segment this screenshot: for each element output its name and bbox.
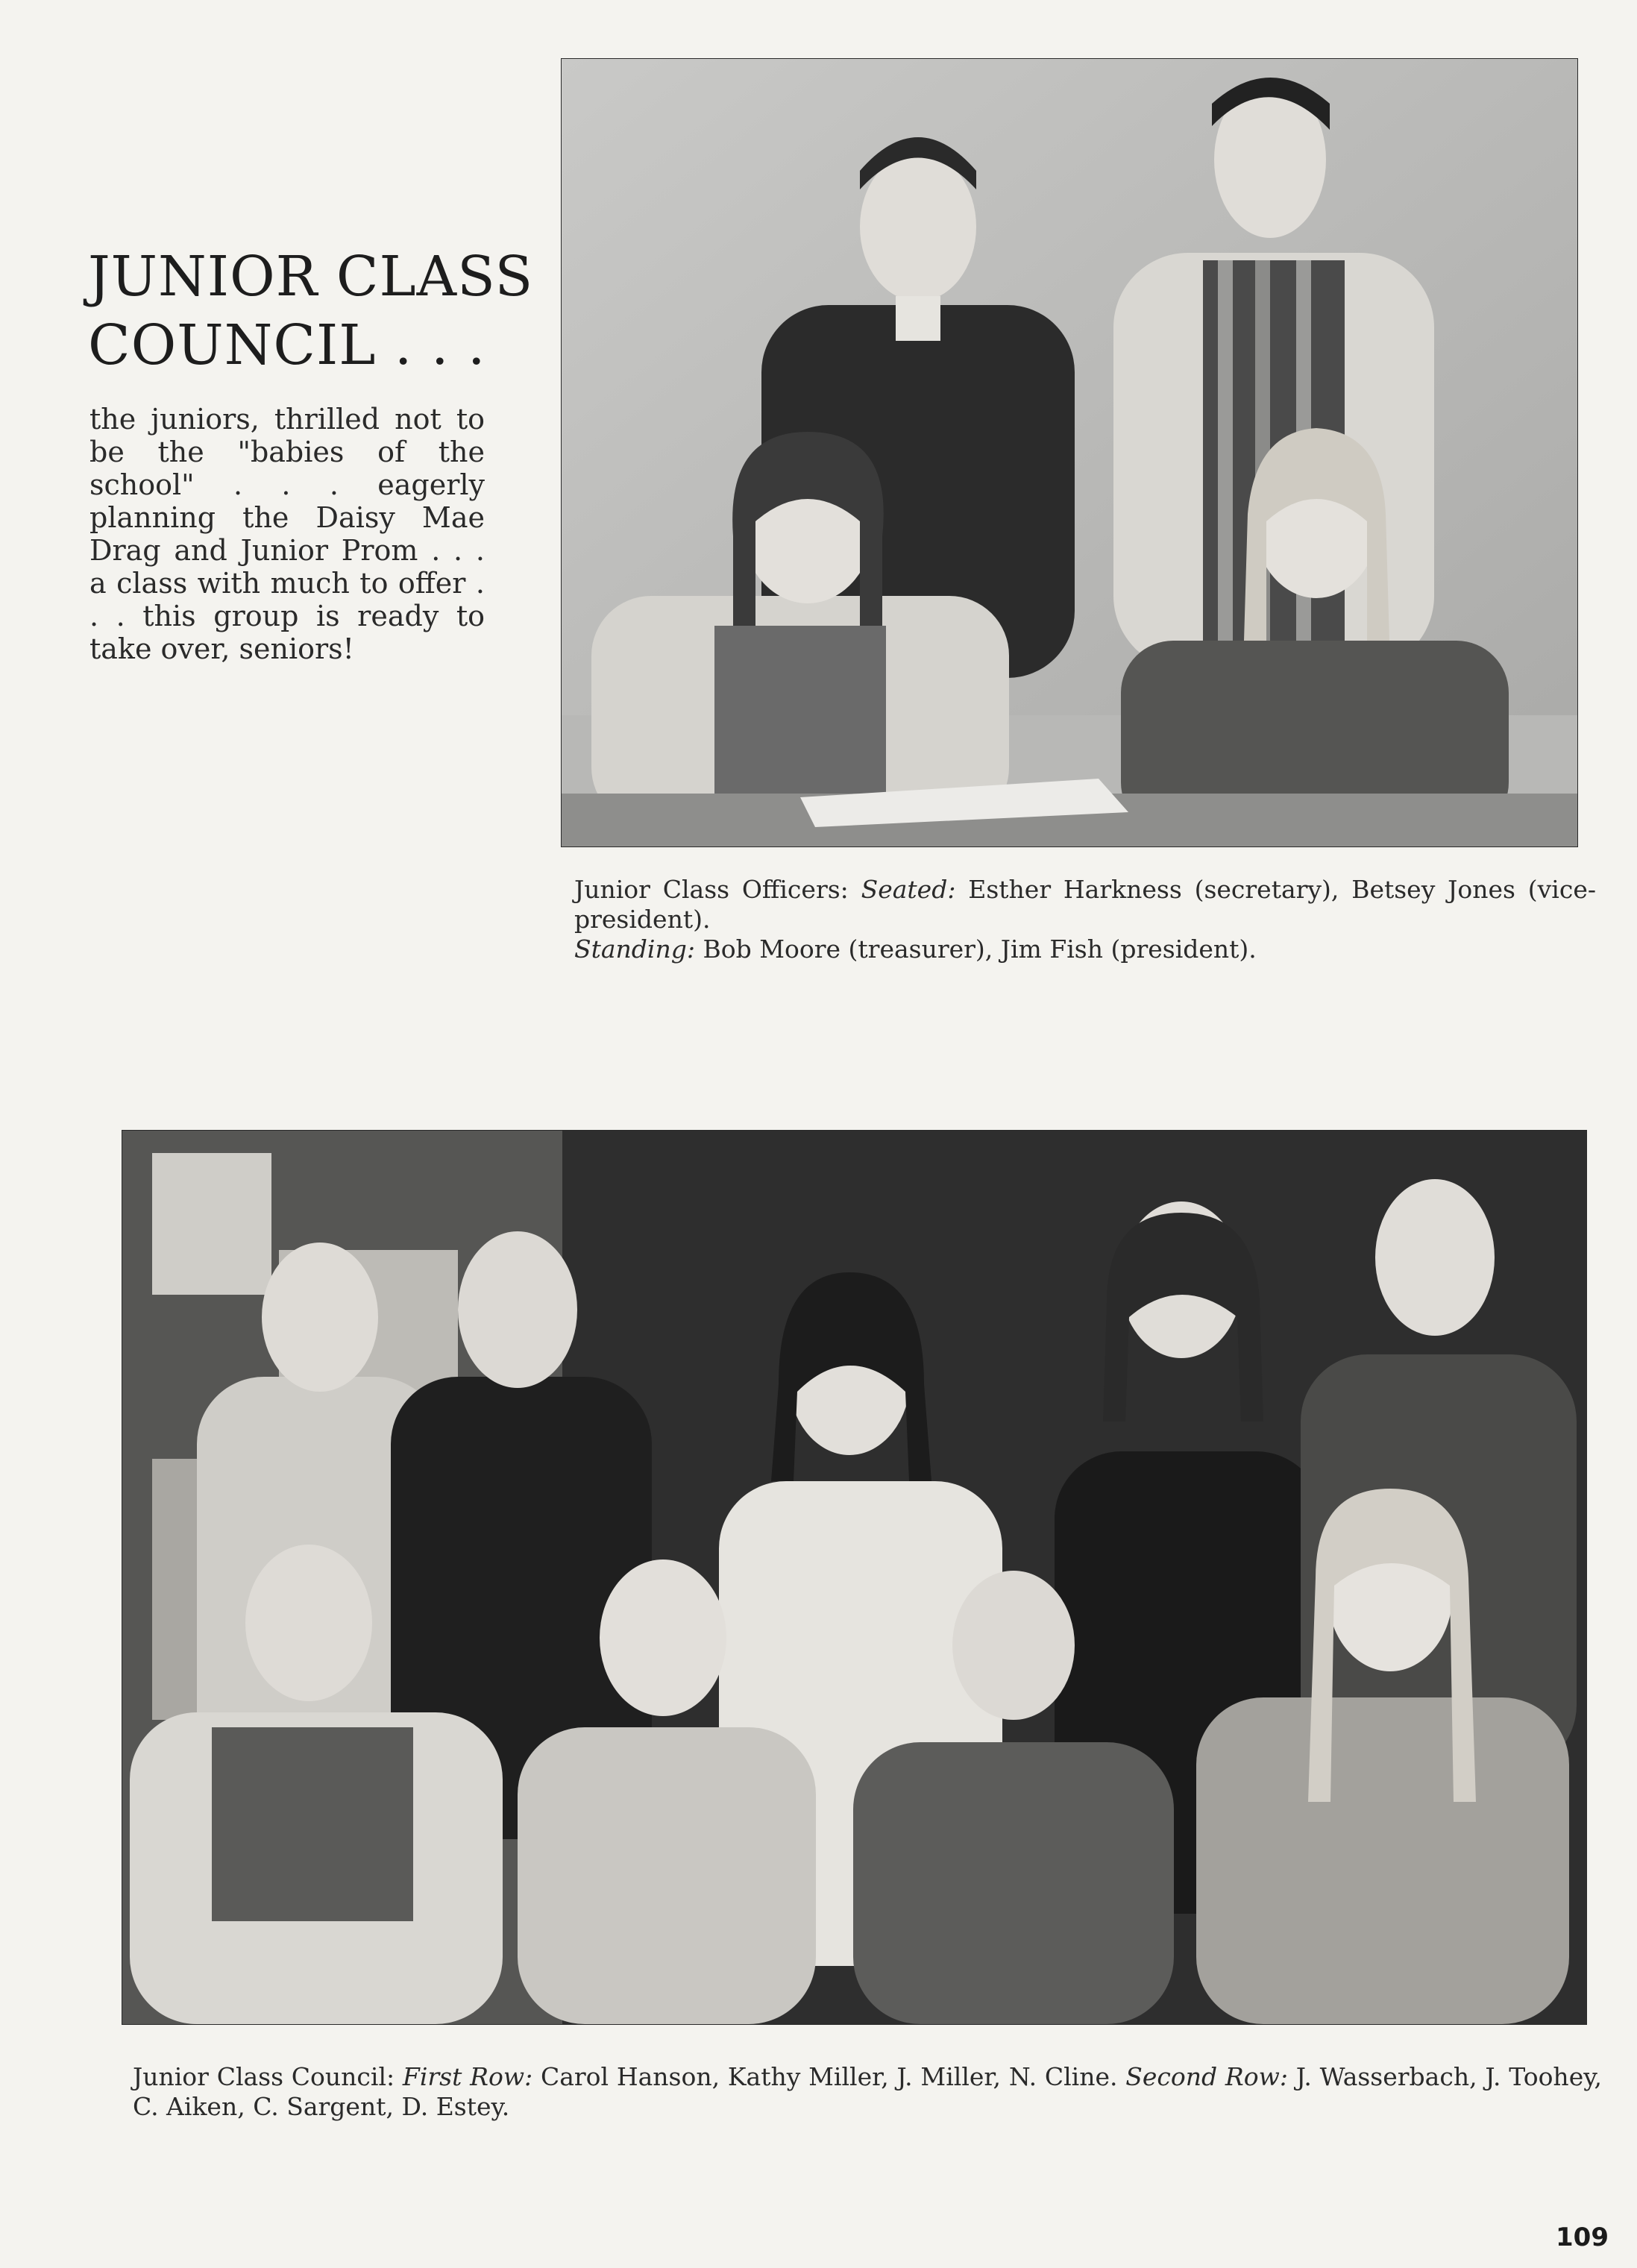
council-second-row-names: J. Wasserbach, J. Toohey, C. Aiken, C. Sargent, D. Estey.: [133, 2062, 1602, 2121]
council-first-row-names: Carol Hanson, Kathy Miller, J. Miller, N. Cline.: [540, 2062, 1118, 2091]
officers-standing-names: Bob Moore (treasurer), Jim Fish (president).: [703, 934, 1257, 964]
council-caption: [133, 2062, 1602, 2122]
page-heading: [88, 242, 535, 380]
council-caption-prefix: Junior Class Council:: [133, 2062, 395, 2091]
council-photo-image: [122, 1131, 1586, 2024]
officers-seated-names: Esther Harkness (secretary), Betsey Jones (vice-president).: [574, 875, 1597, 934]
officers-standing-label: Standing:: [574, 934, 695, 964]
officers-photo: [561, 58, 1578, 847]
officers-photo-image: [562, 59, 1577, 846]
council-first-row-label: First Row:: [402, 2062, 533, 2091]
officers-caption: [574, 875, 1596, 964]
officers-caption-prefix: Junior Class Officers:: [574, 875, 849, 904]
council-photo: [122, 1130, 1587, 2025]
officers-seated-label: Seated:: [861, 875, 956, 904]
heading-line-2: COUNCIL . . .: [88, 313, 486, 377]
intro-paragraph: the juniors, thrilled not to be the "babies of the school" . . . eagerly planning the Daisy Mae Drag and Junior Prom . . . a class with much to offer . . . this group is ready to take over, seniors!: [89, 403, 485, 665]
council-second-row-label: Second Row:: [1125, 2062, 1288, 2091]
heading-line-1: JUNIOR CLASS: [88, 245, 534, 309]
page-number: 109: [1556, 2223, 1609, 2252]
